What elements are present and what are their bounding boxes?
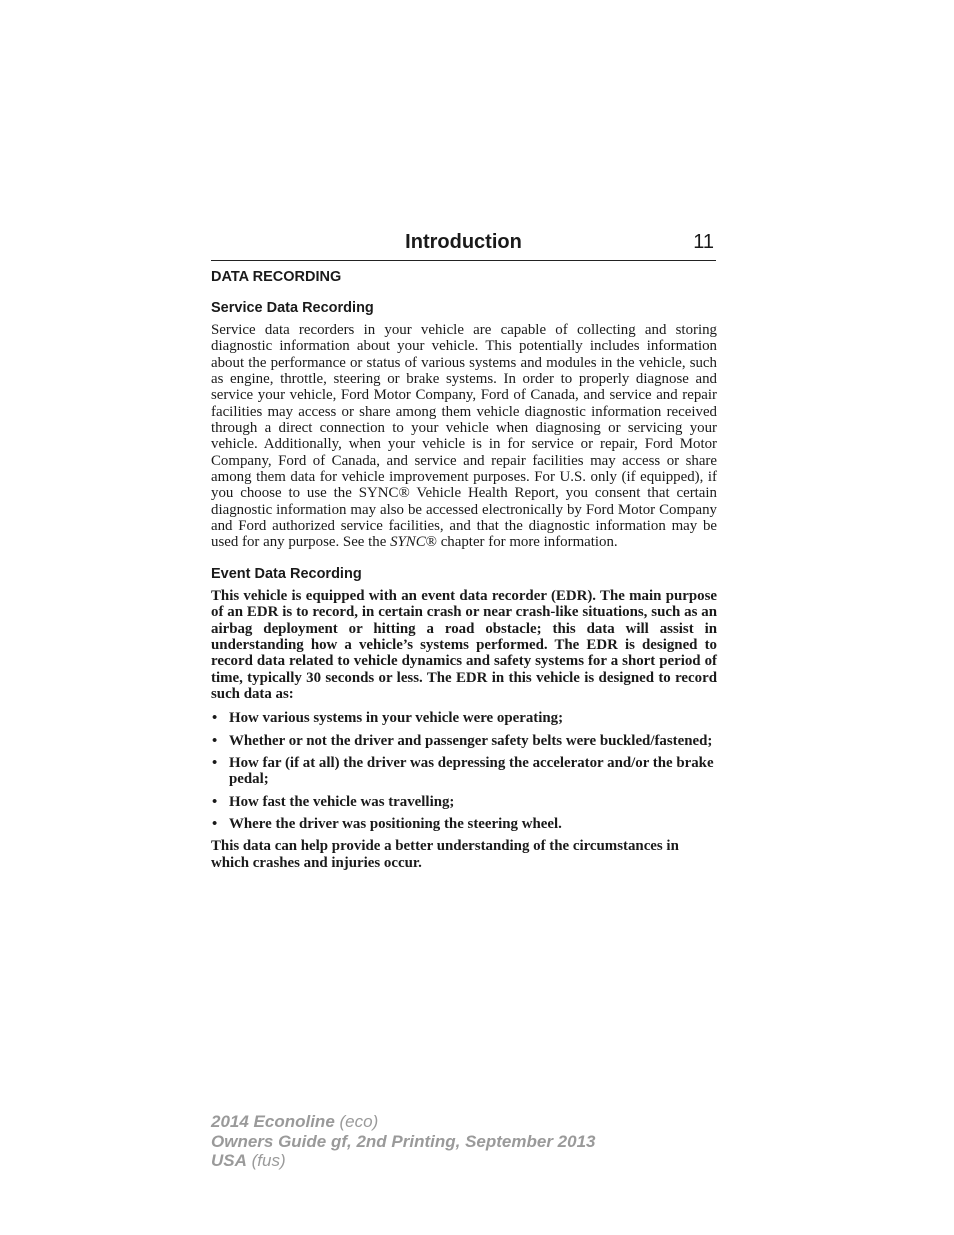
page-content bbox=[211, 268, 717, 877]
service-text-part2: ® chapter for more information. bbox=[425, 534, 618, 551]
bullet-icon: • bbox=[212, 815, 218, 832]
edr-data-list bbox=[211, 710, 717, 832]
footer-guide-line: Owners Guide gf, 2nd Printing, September 2013 bbox=[211, 1131, 596, 1151]
chapter-title: Introduction bbox=[405, 231, 522, 253]
subsection-heading-event: Event Data Recording bbox=[211, 565, 362, 582]
bullet-icon: • bbox=[212, 754, 218, 771]
bullet-icon: • bbox=[212, 793, 218, 810]
service-text-part1: Service data recorders in your vehicle are capable of collecting and storing diagnostic information about your vehicle. This potentially includes information about the performance or status of various systems and modules in the vehicle, such as engine, throttle, steering or brake systems. In order to properly diagnose and service your vehicle, Ford Motor Company, Ford of Canada, and service and repair facilities may access or share among them vehicle diagnostic information received through a direct connection to your vehicle when diagnosing or servicing your vehicle. Additionally, when your vehicle is in for service or repair, Ford Motor Company, Ford of Canada, and service and repair facilities may access or share among them data for vehicle improvement purposes. For U.S. only (if equipped), if you choose to use the SYNC® Vehicle Health Report, you consent that certain diagnostic information may also be accessed electronically by Ford Motor Company and Ford authorized service facilities, and that the diagnostic information may be used for any purpose. See the bbox=[211, 322, 717, 551]
list-item: • How far (if at all) the driver was depressing the accelerator and/or the brake pedal; bbox=[212, 754, 714, 788]
page-number: 11 bbox=[693, 231, 714, 253]
list-item: • How various systems in your vehicle were operating; bbox=[212, 710, 564, 727]
subsection-heading-service: Service Data Recording bbox=[211, 300, 374, 316]
section-heading: DATA RECORDING bbox=[211, 269, 342, 285]
bullet-icon: • bbox=[212, 710, 218, 727]
sync-reference: SYNC bbox=[390, 534, 426, 551]
event-intro-paragraph: This vehicle is equipped with an event data recorder (EDR). The main purpose of an EDR is to record, in certain crash or near crash-like situations, such as an airbag deployment or hitting a road obstacle; this data will assist in understanding how a vehicle’s systems performed. The EDR is designed to record data related to vehicle dynamics and safety systems for a short period of time, typically 30 seconds or less. The EDR in this vehicle is designed to record such data as: bbox=[211, 587, 717, 702]
closing-paragraph: This data can help provide a better understanding of the circumstances in which crashes and injuries occur. bbox=[211, 838, 679, 871]
bullet-icon: • bbox=[212, 732, 218, 749]
list-item: • Where the driver was positioning the steering wheel. bbox=[212, 815, 562, 832]
service-paragraph bbox=[211, 322, 717, 551]
list-item: • Whether or not the driver and passenger safety belts were buckled/fastened; bbox=[212, 732, 713, 749]
page-footer bbox=[211, 1112, 711, 1171]
footer-market-line: USA (fus) bbox=[211, 1151, 286, 1170]
list-item: • How fast the vehicle was travelling; bbox=[212, 793, 455, 810]
page-header bbox=[211, 230, 716, 261]
footer-model-line: 2014 Econoline (eco) bbox=[211, 1112, 379, 1131]
